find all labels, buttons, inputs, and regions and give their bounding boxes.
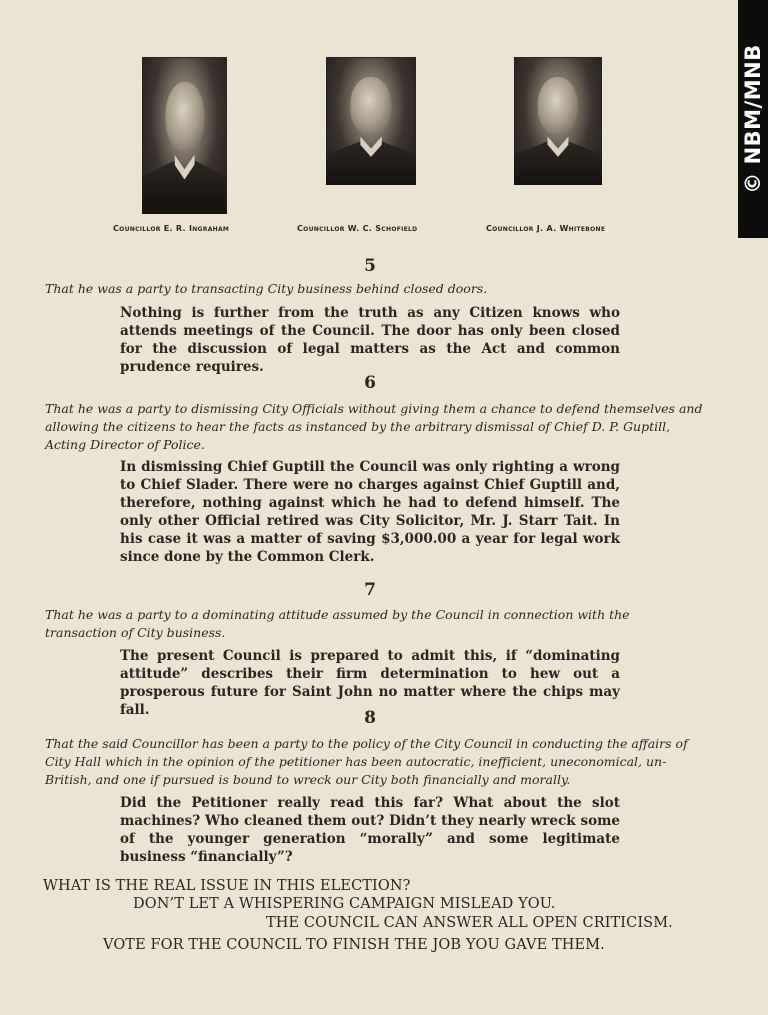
section-answer: The present Council is prepared to admit this, if “dominating attitude” describes their firm determination to hew out a prosperous future for Saint John no matter where the chips may fall. xyxy=(120,648,620,718)
section-number: 5 xyxy=(364,256,376,276)
section-number: 6 xyxy=(364,373,376,393)
section-answer: In dismissing Chief Guptill the Council was only righting a wrong to Chief Slader. There were no charges against Chief Guptill and, therefore, nothing against which he had to defend himself. The only other Official retired was City Solicitor, Mr. J. Starr Tait. In his case it was a matter of saving $3,000.00 a year for legal work since done by the Common Clerk. xyxy=(120,459,620,565)
section-number: 7 xyxy=(364,580,376,600)
closing-line: DON’T LET A WHISPERING CAMPAIGN MISLEAD YOU. xyxy=(133,896,556,912)
section-charge: That he was a party to a dominating attitude assumed by the Council in connection with the transaction of City business. xyxy=(45,607,630,640)
watermark-text: © NBM/MNB xyxy=(741,44,765,194)
caption-ingraham: Councillor E. R. Ingraham xyxy=(113,224,230,233)
section-charge: That he was a party to dismissing City Officials without giving them a chance to defend themselves and allowing the citizens to hear the facts as instanced by the arbitrary dismissal of Chief D. P. Guptill, Acting Director of Police. xyxy=(45,401,703,452)
closing-line: WHAT IS THE REAL ISSUE IN THIS ELECTION? xyxy=(43,878,411,894)
caption-whitebone: Councillor J. A. Whitebone xyxy=(486,224,606,233)
portrait-ingraham xyxy=(142,57,227,214)
section-answer: Did the Petitioner really read this far? What about the slot machines? Who cleaned them out? Didn’t they nearly wreck some of the younger generation “morally” and some legitimate business “financially”? xyxy=(120,795,620,865)
section-charge: That the said Councillor has been a party to the policy of the City Council in conducting the affairs of City Hall which in the opinion of the petitioner has been autocratic, inefficient, uneconomical, un-British, and one if pursued is bound to wreck our City both financially and morally. xyxy=(45,736,688,787)
closing-line: THE COUNCIL CAN ANSWER ALL OPEN CRITICISM. xyxy=(266,915,673,931)
section-charge: That he was a party to transacting City business behind closed doors. xyxy=(45,281,488,296)
portrait-schofield xyxy=(326,57,416,185)
caption-schofield: Councillor W. C. Schofield xyxy=(297,224,418,233)
closing-line: VOTE FOR THE COUNCIL TO FINISH THE JOB YOU GAVE THEM. xyxy=(103,937,605,953)
copyright-watermark xyxy=(738,0,768,238)
section-number: 8 xyxy=(364,708,376,728)
section-answer: Nothing is further from the truth as any Citizen knows who attends meetings of the Council. The door has only been closed for the discussion of legal matters as the Act and common prudence requires. xyxy=(120,305,620,375)
portrait-whitebone xyxy=(514,57,602,185)
